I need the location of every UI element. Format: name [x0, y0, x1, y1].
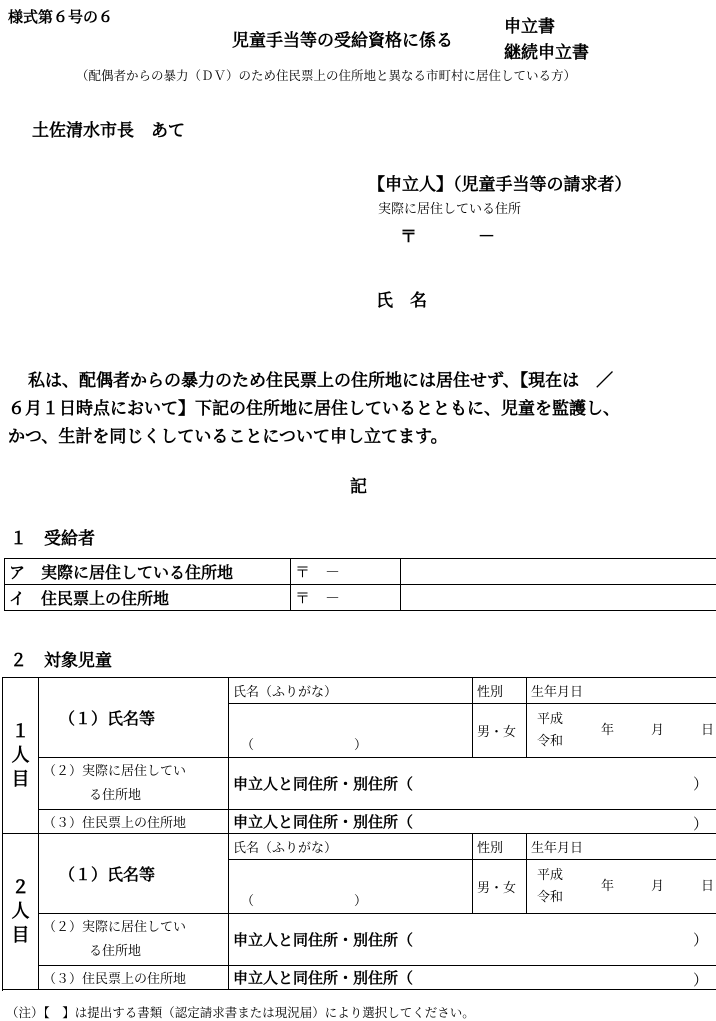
applicant-header: 【申立人】（児童手当等の請求者）	[368, 175, 632, 195]
child1-actual-row	[3, 758, 716, 810]
child2-header-row	[3, 834, 716, 860]
child1-header-row	[3, 678, 716, 704]
child2-actual-label-2: る住所地	[89, 943, 142, 959]
child1-actual-label-1: （２）実際に居住してい	[43, 763, 187, 779]
applicant-address-field[interactable]	[460, 214, 690, 242]
child1-actual-label	[39, 758, 229, 810]
child1-year-label: 年	[601, 722, 615, 738]
child2-registered-close: ）	[693, 971, 709, 989]
recipient-actual-address[interactable]	[401, 559, 716, 585]
recipient-registered-address[interactable]	[401, 585, 716, 611]
child2-number	[3, 834, 39, 990]
child1-actual-close: ）	[693, 775, 709, 793]
statement-line-3: かつ、生計を同じくしていることについて申し立てます。	[8, 427, 448, 447]
section2-heading: ２ 対象児童	[10, 651, 112, 671]
postal-mark: 〒	[400, 227, 417, 247]
child1-number	[3, 678, 39, 834]
child1-name-field[interactable]	[229, 704, 473, 758]
child2-registered-value: 申立人と同住所・別住所（	[233, 969, 414, 987]
children-table	[2, 677, 716, 990]
child2-dob-field[interactable]	[527, 860, 716, 914]
child2-era-heisei: 平成	[537, 867, 564, 883]
child2-actual-field[interactable]	[229, 914, 716, 966]
child1-actual-value: 申立人と同住所・別住所（	[233, 775, 414, 793]
child1-actual-field[interactable]	[229, 758, 716, 810]
child2-name-header: 氏名（ふりがな）	[229, 834, 473, 860]
child2-name-item: （１）氏名等	[39, 834, 229, 914]
applicant-name-field[interactable]	[450, 280, 690, 308]
form-number: 様式第６号の６	[8, 8, 114, 26]
child2-dob-header: 生年月日	[527, 834, 716, 860]
child1-sex-header: 性別	[473, 678, 527, 704]
title-option-application: 申立書	[504, 17, 555, 37]
child2-actual-label	[39, 914, 229, 966]
child1-sex-field[interactable]: 男・女	[473, 704, 527, 758]
recipient-registered-postal[interactable]: 〒 －	[291, 585, 401, 611]
child1-name-header: 氏名（ふりがな）	[229, 678, 473, 704]
statement-line-2: ６月１日時点において】下記の住所地に居住しているとともに、児童を監護し、	[8, 399, 620, 419]
recipient-row-registered	[5, 585, 716, 611]
child2-furigana-close: ）	[354, 894, 368, 909]
child1-number-digit: １	[11, 720, 30, 742]
child2-actual-row	[3, 914, 716, 966]
child2-actual-close: ）	[693, 931, 709, 949]
child2-number-digit: ２	[11, 876, 30, 898]
child1-actual-label-2: る住所地	[89, 787, 142, 803]
child2-number-nin: 人	[11, 900, 30, 922]
child2-registered-label: （３）住民票上の住所地	[39, 966, 229, 990]
child1-furigana-close: ）	[354, 738, 368, 753]
postal-dash: －	[478, 227, 495, 247]
form-title: 児童手当等の受給資格に係る	[232, 31, 453, 51]
child1-furigana-open: （	[241, 738, 255, 753]
footnote: （注）【 】は提出する書類（認定請求書または現況届）により選択してください。	[6, 1005, 475, 1020]
child2-number-me: 目	[11, 924, 30, 946]
child1-era-heisei: 平成	[537, 711, 564, 727]
child1-registered-row	[3, 810, 716, 834]
child2-actual-value: 申立人と同住所・別住所（	[233, 931, 414, 949]
recipient-table	[4, 558, 716, 611]
title-note: （配偶者からの暴力（ＤＶ）のため住民票上の住所地と異なる市町村に居住している方）	[76, 68, 577, 83]
child1-day-label: 日	[701, 722, 715, 738]
child2-sex-header: 性別	[473, 834, 527, 860]
title-option-renewal: 継続申立書	[504, 43, 589, 63]
child1-number-me: 目	[11, 768, 30, 790]
child1-registered-field[interactable]	[229, 810, 716, 834]
child1-era-reiwa: 令和	[537, 733, 564, 749]
child2-actual-label-1: （２）実際に居住してい	[43, 919, 187, 935]
section1-heading: １ 受給者	[10, 529, 95, 549]
child2-name-field[interactable]	[229, 860, 473, 914]
applicant-address-label: 実際に居住している住所	[378, 202, 522, 217]
recipient-registered-label: イ 住民票上の住所地	[5, 585, 291, 611]
child1-name-item: （１）氏名等	[39, 678, 229, 758]
child1-dob-field[interactable]	[527, 704, 716, 758]
child1-dob-header: 生年月日	[527, 678, 716, 704]
child2-sex-field[interactable]: 男・女	[473, 860, 527, 914]
child2-day-label: 日	[701, 878, 715, 894]
child2-month-label: 月	[651, 878, 665, 894]
child2-furigana-open: （	[241, 894, 255, 909]
child1-number-nin: 人	[11, 744, 30, 766]
child1-registered-label: （３）住民票上の住所地	[39, 810, 229, 834]
recipient-row-actual	[5, 559, 716, 585]
child1-registered-close: ）	[693, 815, 709, 833]
recipient-actual-label: ア 実際に居住している住所地	[5, 559, 291, 585]
recipient-actual-postal[interactable]: 〒 －	[291, 559, 401, 585]
child2-year-label: 年	[601, 878, 615, 894]
addressee: 土佐清水市長 あて	[32, 121, 185, 141]
statement-line-1: 私は、配偶者からの暴力のため住民票上の住所地には居住せず、【現在は ／	[28, 371, 614, 391]
child2-registered-field[interactable]	[229, 966, 716, 990]
child1-registered-value: 申立人と同住所・別住所（	[233, 813, 414, 831]
child2-era-reiwa: 令和	[537, 889, 564, 905]
ki-mark: 記	[350, 477, 367, 497]
applicant-name-label: 氏 名	[376, 291, 427, 311]
child2-registered-row	[3, 966, 716, 990]
child1-month-label: 月	[651, 722, 665, 738]
